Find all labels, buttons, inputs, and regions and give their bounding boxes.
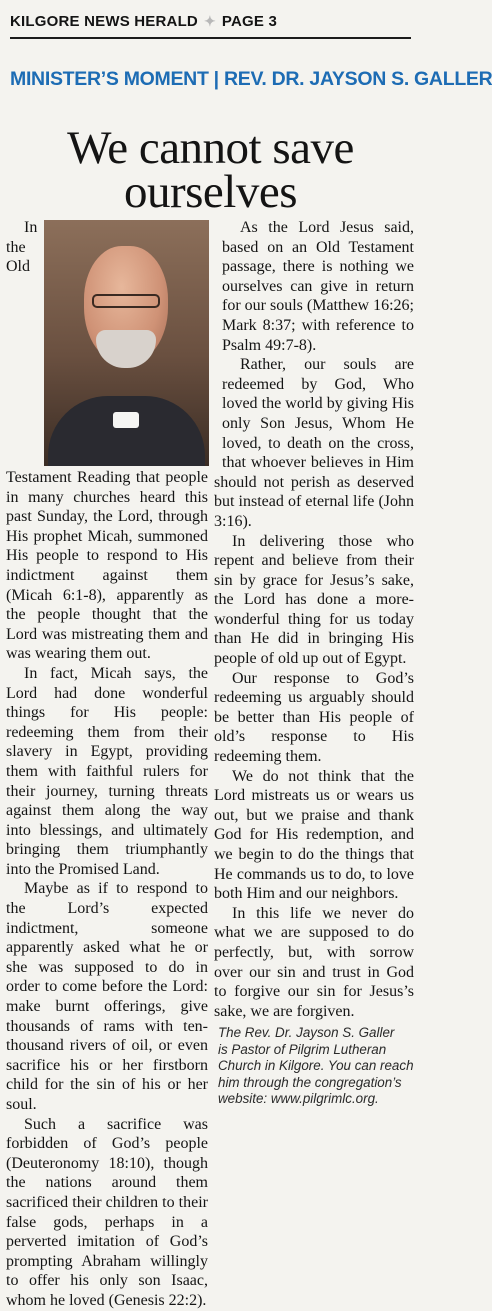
- bio-line: him through the congregation’s: [218, 1074, 402, 1090]
- bio-line: is Pastor of Pilgrim Lutheran: [218, 1041, 387, 1057]
- author-bio: [218, 1025, 414, 1108]
- column-kicker: MINISTER’S MOMENT | REV. DR. JAYSON S. GALLER: [10, 68, 492, 90]
- paragraph: We do not think that the Lord mistreats us or wears us out, but we praise and thank God for His redemption, and we begin to do the things that He commands us to do, to love both Him and our neighbors.: [214, 767, 414, 903]
- headline-line-2: ourselves: [123, 166, 297, 218]
- headline: [0, 122, 421, 218]
- bio-line: website: www.pilgrimlc.org.: [218, 1091, 379, 1107]
- headline-line-1: We cannot save: [67, 122, 354, 174]
- masthead-rule: [10, 37, 411, 39]
- paragraph: In fact, Micah says, the Lord had done wonderful things for His people: redeeming them from their slavery in Egypt, providing them with faithful rulers for their journey, turning threats against them along the way into blessings, and ultimately bringing them triumphantly into the Promised Land.: [6, 664, 208, 878]
- bio-line: Church in Kilgore. You can reach: [218, 1058, 414, 1074]
- paragraph: Maybe as if to respond to the Lord’s expected indictment, someone apparently asked what he or she was supposed to do in order to come before the Lord: make burnt offerings, give thousands of rams with ten-thousand rivers of oil, or even sacrifice his or her firstborn child for the sin of his or her soul.: [6, 880, 208, 1113]
- page-number: PAGE 3: [221, 12, 278, 30]
- paragraph: Our response to God’s redeeming us arguably should be better than His people of old’s response to His redeeming them.: [214, 669, 414, 766]
- paragraph: Such a sacrifice was forbidden of God’s people (Deuteronomy 18:10), though the nations around them sacrificed their children to their false gods, perhaps in a perverted imitation of God’s prompting Abraham willingly to offer his only son Isaac, whom he loved (Genesis 22:2).: [6, 1115, 208, 1309]
- paragraph: Rather, our souls are redeemed by God, Who loved the world by giving His only Son Jesus, Whom He loved, to death on the cross, that whoever believes in Him should not perish as deserved but instead of eternal life (John 3:16).: [214, 356, 414, 530]
- paragraph: In this life we never do what we are supposed to do perfectly, but, with sorrow over our sin and trust in God to forgive our sin for Jesus’s sake, we are forgiven.: [214, 904, 414, 1020]
- masthead: [10, 8, 411, 34]
- newspaper-name: KILGORE NEWS HERALD: [10, 12, 198, 30]
- paragraph: In the Old Testament Reading that people in many churches heard this past Sunday, the Lord, through His prophet Micah, summoned His people to respond to His indictment against them (Micah 6:1-8), apparently as the people thought that the Lord was mistreating them and was wearing them out.: [6, 219, 208, 663]
- star-separator-icon: ✦: [203, 12, 216, 29]
- paragraph: In delivering those who repent and believe from their sin by grace for Jesus’s sake, the Lord has done a more-wonderful thing for us today than He did in bringing His people of old up out of Egypt.: [214, 532, 414, 668]
- paragraph: As the Lord Jesus said, based on an Old Testament passage, there is nothing we ourselves can give in return for our souls (Matthew 16:26; Mark 8:37; with reference to Psalm 49:7-8).: [222, 219, 414, 354]
- right-column: [214, 218, 414, 1108]
- bio-line: The Rev. Dr. Jayson S. Galler: [218, 1025, 395, 1041]
- photo-wrap-spacer: [136, 220, 218, 468]
